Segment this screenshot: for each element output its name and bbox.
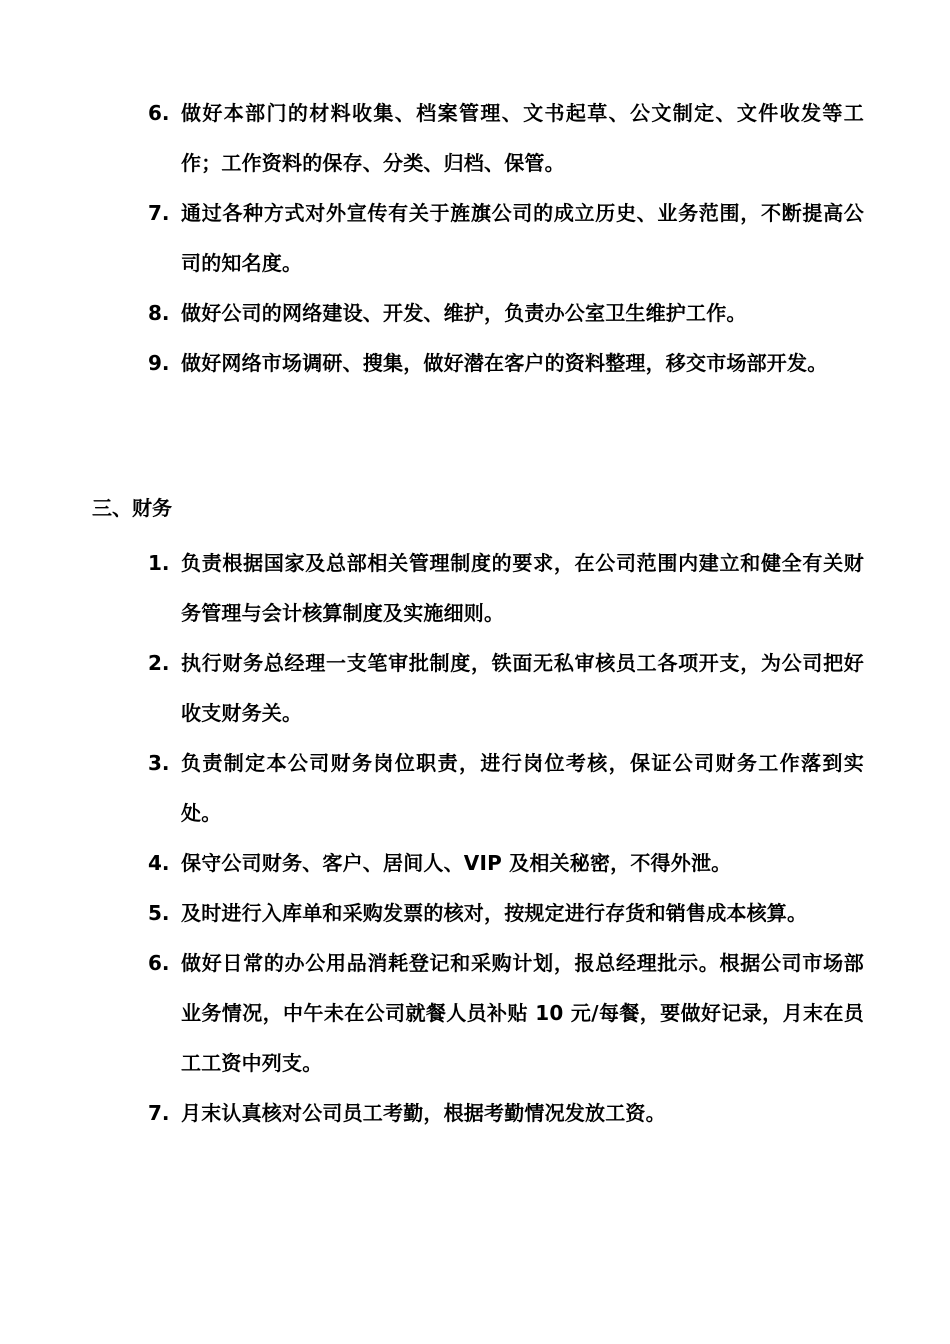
item-text: 通过各种方式对外宣传有关于旌旗公司的成立历史、业务范围，不断提高公司的知名度。 [181, 201, 864, 275]
finance-duties-list [148, 538, 864, 1138]
item-number: 7. [148, 1101, 170, 1125]
item-number: 6. [148, 951, 170, 975]
admin-duties-list [148, 88, 864, 388]
item-text: 及时进行入库单和采购发票的核对，按规定进行存货和销售成本核算。 [181, 901, 808, 925]
item-text: 月末认真核对公司员工考勤，根据考勤情况发放工资。 [181, 1101, 666, 1125]
item-text: 负责制定本公司财务岗位职责，进行岗位考核，保证公司财务工作落到实处。 [181, 751, 864, 825]
item-text: 做好公司的网络建设、开发、维护，负责办公室卫生维护工作。 [181, 301, 747, 325]
item-number: 9. [148, 351, 170, 375]
item-number: 8. [148, 301, 170, 325]
item-text: 负责根据国家及总部相关管理制度的要求，在公司范围内建立和健全有关财务管理与会计核算制度及实施细则。 [181, 551, 864, 625]
item-number: 1. [148, 551, 170, 575]
list-item [148, 638, 864, 738]
list-item [148, 938, 864, 1088]
item-number: 4. [148, 851, 170, 875]
list-item [148, 338, 864, 388]
item-text: 保守公司财务、客户、居间人、VIP 及相关秘密，不得外泄。 [181, 851, 732, 875]
list-item [148, 88, 864, 188]
item-number: 5. [148, 901, 170, 925]
section-heading-finance: 三、财务 [92, 496, 172, 520]
item-number: 3. [148, 751, 170, 775]
list-item [148, 738, 864, 838]
list-item [148, 538, 864, 638]
list-item [148, 888, 864, 938]
item-number: 6. [148, 101, 170, 125]
item-text: 做好日常的办公用品消耗登记和采购计划，报总经理批示。根据公司市场部业务情况，中午未在公司就餐人员补贴 10 元/每餐，要做好记录，月末在员工工资中列支。 [181, 951, 864, 1075]
list-item [148, 838, 864, 888]
item-text: 做好网络市场调研、搜集，做好潜在客户的资料整理，移交市场部开发。 [181, 351, 828, 375]
list-item [148, 288, 864, 338]
item-text: 做好本部门的材料收集、档案管理、文书起草、公文制定、文件收发等工作；工作资料的保存、分类、归档、保管。 [181, 101, 864, 175]
item-text: 执行财务总经理一支笔审批制度，铁面无私审核员工各项开支，为公司把好收支财务关。 [181, 651, 864, 725]
item-number: 2. [148, 651, 170, 675]
list-item [148, 1088, 864, 1138]
list-item [148, 188, 864, 288]
item-number: 7. [148, 201, 170, 225]
